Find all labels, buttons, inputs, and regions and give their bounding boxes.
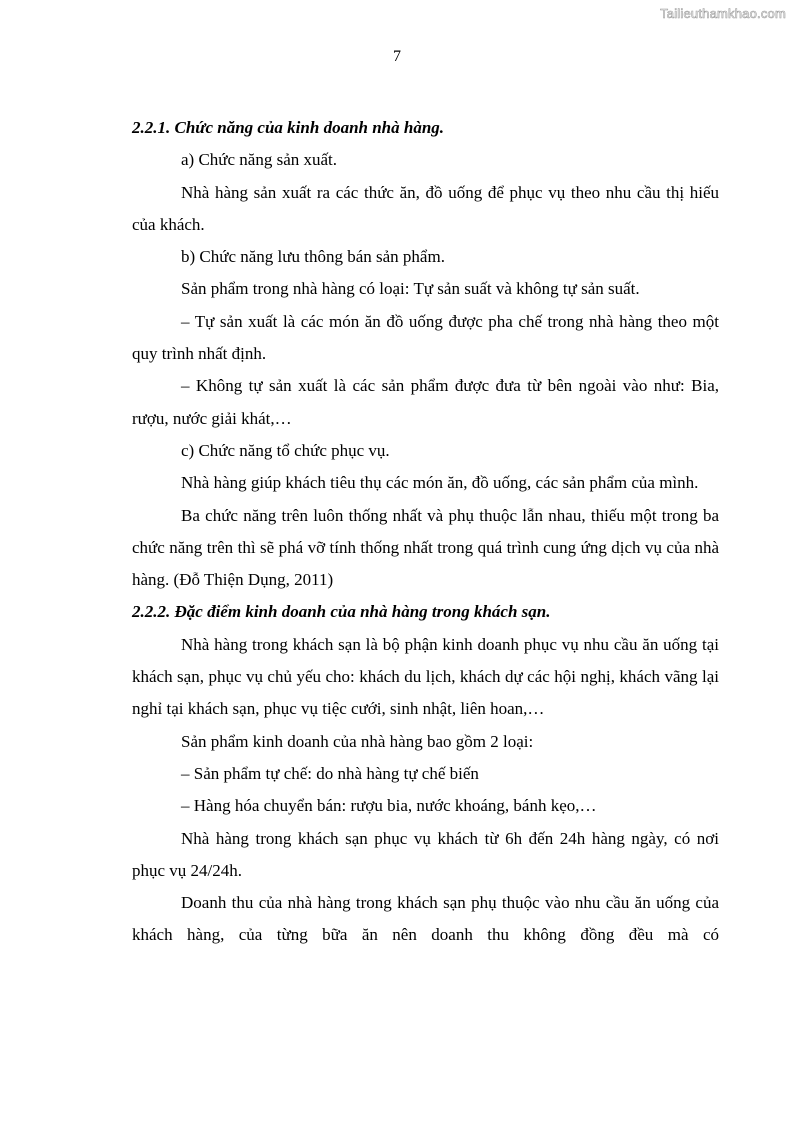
- paragraph: Nhà hàng giúp khách tiêu thụ các món ăn, đồ uống, các sản phẩm của mình.: [181, 473, 699, 493]
- section-heading-2-2-2: 2.2.2. Đặc điểm kinh doanh của nhà hàng trong khách sạn.: [132, 602, 551, 622]
- document-body: [132, 112, 719, 952]
- paragraph: Nhà hàng trong khách sạn là bộ phận kinh doanh phục vụ nhu cầu ăn uống tại khách sạn, phục vụ chủ yếu cho: khách du lịch, khách dự các hội nghị, khách vãng lại nghỉ tại khách sạn, phục vụ tiệc cưới, sinh nhật, liên hoan,…: [132, 634, 719, 719]
- bullet-paragraph: – Không tự sản xuất là các sản phẩm được đưa từ bên ngoài vào như: Bia, rượu, nước giải khát,…: [132, 376, 719, 428]
- section-heading-2-2-1: 2.2.1. Chức năng của kinh doanh nhà hàng.: [132, 118, 445, 137]
- bullet-paragraph: – Hàng hóa chuyển bán: rượu bia, nước khoáng, bánh kẹo,…: [181, 796, 597, 816]
- paragraph: b) Chức năng lưu thông bán sản phẩm.: [181, 247, 445, 267]
- bullet-paragraph: – Tự sản xuất là các món ăn đồ uống được pha chế trong nhà hàng theo một quy trình nhất định.: [132, 311, 719, 364]
- bullet-paragraph: – Sản phẩm tự chế: do nhà hàng tự chế biến: [181, 763, 479, 783]
- watermark: Tailieuthamkhao.com: [660, 6, 786, 21]
- paragraph: Sản phẩm kinh doanh của nhà hàng bao gồm 2 loại:: [181, 731, 534, 751]
- paragraph: Nhà hàng sản xuất ra các thức ăn, đồ uống để phục vụ theo nhu cầu thị hiếu của khách.: [132, 182, 719, 234]
- page-number: 7: [393, 48, 401, 65]
- paragraph: Ba chức năng trên luôn thống nhất và phụ thuộc lẫn nhau, thiếu một trong ba chức năng trên thì sẽ phá vỡ tính thống nhất trong quá trình cung ứng dịch vụ của nhà hàng. (Đỗ Thiện Dụng, 2011): [132, 505, 719, 590]
- paragraph: Sản phẩm trong nhà hàng có loại: Tự sản suất và không tự sản suất.: [181, 279, 640, 299]
- paragraph: a) Chức năng sản xuất.: [181, 150, 338, 170]
- paragraph-continued: Doanh thu của nhà hàng trong khách sạn phụ thuộc vào nhu cầu ăn uống của khách hàng, của từng bữa ăn nên doanh thu không đồng đều mà có: [132, 893, 719, 945]
- paragraph: c) Chức năng tổ chức phục vụ.: [181, 440, 390, 460]
- paragraph: Nhà hàng trong khách sạn phục vụ khách từ 6h đến 24h hàng ngày, có nơi phục vụ 24/24h.: [132, 828, 719, 880]
